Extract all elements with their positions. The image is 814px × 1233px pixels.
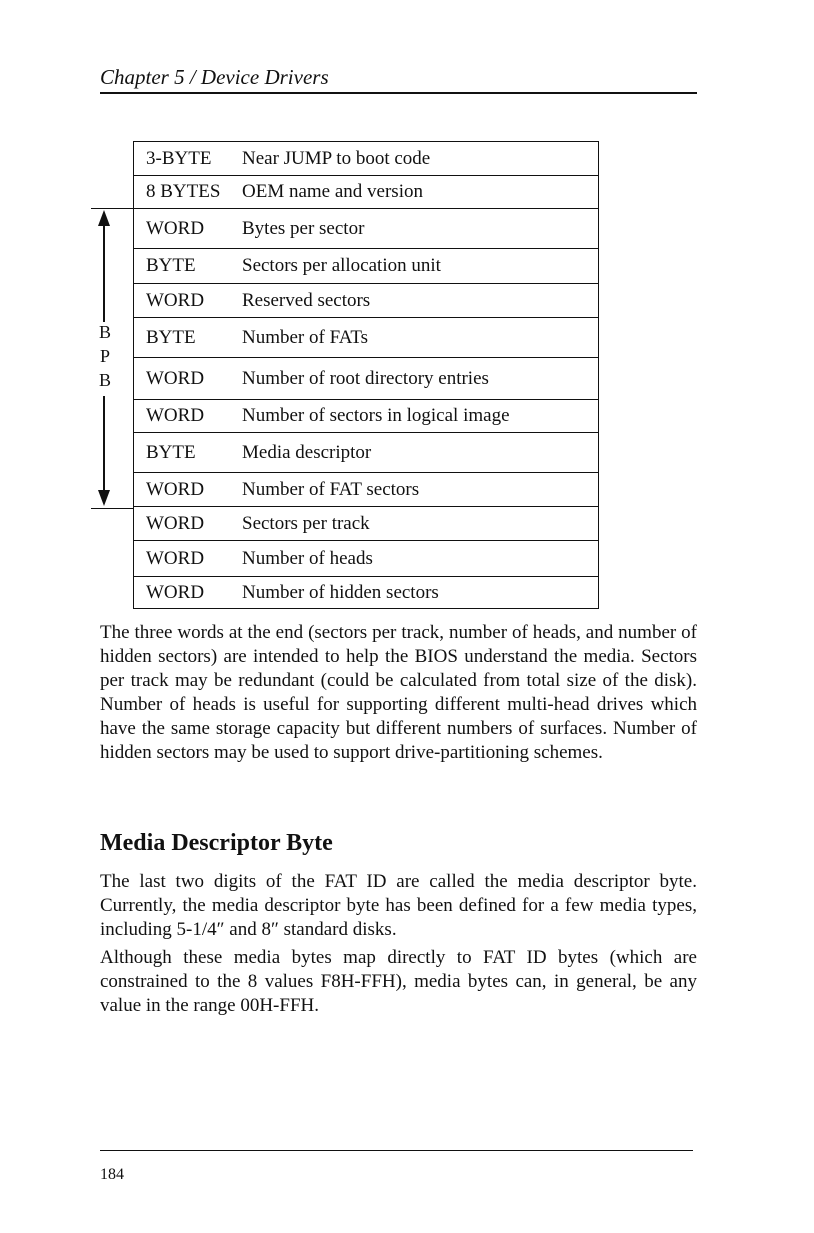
bpb-bracket-bottom-line [91,508,133,509]
bpb-label-letter-2: P [99,346,110,366]
field-description: OEM name and version [242,181,423,202]
footer-rule [100,1150,693,1151]
field-type: WORD [146,367,205,389]
field-description: Number of sectors in logical image [242,405,510,426]
bpb-bracket-shaft-upper [103,222,105,326]
table-row [134,142,598,176]
table-row [134,318,598,358]
paragraph-bios-words: The three words at the end (sectors per track, number of heads, and number of hidden sectors) are intended to help the BIOS understand the media. Sectors per track may be redundant (could be calculated from total size of the disk). Number of heads is useful for supporting different multi-head drives which have the same storage capacity but different numbers of surfaces. Number of hidden sectors may be used to support drive-partitioning schemes. [100,622,697,763]
bpb-label-letter-3: B [98,370,111,390]
field-type: 3-BYTE [146,147,212,169]
section-title: Media Descriptor Byte [100,830,333,856]
page-number: 184 [100,1166,124,1183]
field-description: Number of hidden sectors [242,581,439,603]
table-row [134,473,598,507]
table-row [134,433,598,473]
field-type: WORD [146,289,205,311]
bpb-arrow-down-icon [98,490,110,506]
field-type: WORD [146,512,205,534]
table-row [134,209,598,249]
field-description: Sectors per track [242,512,370,534]
bpb-bracket-shaft-lower [103,396,105,494]
field-type: 8 BYTES [146,181,221,202]
bpb-bracket-top-line [91,208,133,209]
field-type: BYTE [146,326,196,348]
field-description: Bytes per sector [242,217,365,239]
field-type: WORD [146,478,205,500]
field-type: BYTE [146,441,196,463]
field-type: WORD [146,581,205,603]
field-description: Number of root directory entries [242,367,489,389]
field-description: Reserved sectors [242,289,371,311]
table-row [134,358,598,400]
table-row [134,400,598,433]
field-description: Near JUMP to boot code [242,147,431,169]
chapter-header: Chapter 5 / Device Drivers [100,64,697,94]
field-description: Sectors per allocation unit [242,255,441,276]
field-type: WORD [146,217,205,239]
field-description: Media descriptor [242,441,372,463]
table-row [134,507,598,541]
field-type: WORD [146,547,205,569]
table-row [134,249,598,284]
paragraph-media-bytes: Although these media bytes map directly to FAT ID bytes (which are constrained to the 8 values F8H-FFH), media bytes can, in general, be any value in the range 00H-FFH. [100,947,697,1016]
bpb-label-letter-1: B [98,322,111,342]
table-row [134,284,598,318]
field-type: BYTE [146,255,196,276]
table-row [134,577,598,609]
table-row [134,541,598,577]
table-row [134,176,598,209]
field-type: WORD [146,405,205,426]
paragraph-media-descriptor: The last two digits of the FAT ID are called the media descriptor byte. Currently, the media descriptor byte has been defined for a few media types, including 5-1/4″ and 8″ standard disks. [100,871,697,940]
field-description: Number of heads [242,547,373,569]
field-description: Number of FAT sectors [242,478,420,500]
boot-sector-table [133,141,599,609]
field-description: Number of FATs [242,326,369,348]
